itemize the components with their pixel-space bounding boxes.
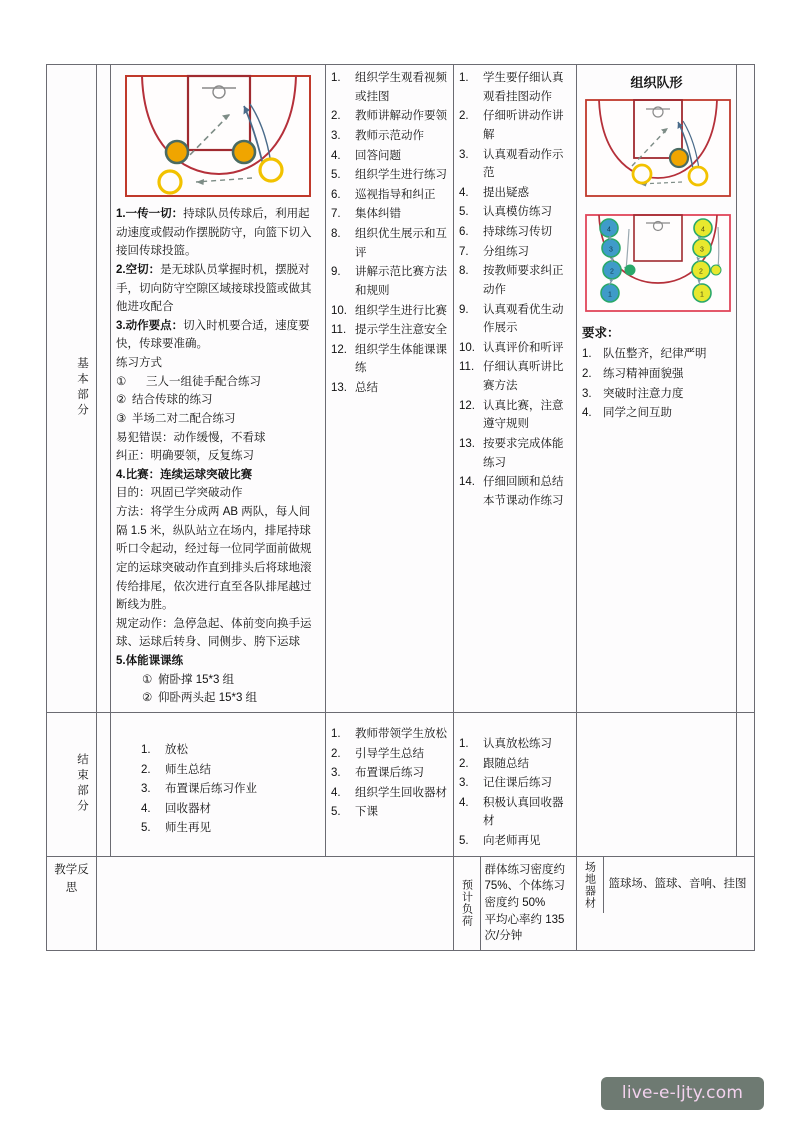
list-item: 提示学生注意安全 [355,324,447,337]
equipment-label: 场地器材 [577,857,603,913]
list-item: 分组练习 [483,245,529,258]
list-item: 队伍整齐，纪律严明 [603,348,707,361]
fitness-item-1: 俯卧撑 15*3 组 [158,673,235,686]
list-item: 认真评价和听评 [483,341,564,354]
list-item: 仔细听讲动作讲解 [483,110,564,141]
load-value-line2: 平均心率约 135 次/分钟 [484,913,565,943]
list-item: 回收器材 [165,802,211,815]
reflection-label: 教学反思 [47,856,97,950]
basketball-court-svg-1 [120,70,316,202]
list-item: 认真观看优生动作展示 [483,303,564,335]
heading-3: 3.动作要点： [116,319,184,332]
list-item: 认真比赛，注意遵守规则 [483,399,564,431]
list-item: 引导学生总结 [355,747,424,760]
list-item: 按教师要求纠正动作 [483,265,564,296]
svg-text:2: 2 [610,268,614,276]
para-3: 切入时机要合适，速度要快，传球要准确。 [116,319,310,351]
reflection-value-cell[interactable] [97,856,454,950]
list-item: 认真观看动作示范 [483,148,564,180]
list-item: 组织学生进行比赛 [355,304,447,317]
list-item: 仔细回顾和总结本节课动作练习 [483,476,564,507]
list-item: 学生要仔细认真观看挂图动作 [483,72,564,103]
practice-mark-1: ① [116,375,127,388]
list-item: 组织学生进行练习 [355,169,447,182]
practice-mark-2: ② [116,394,127,407]
student-activity-list [459,69,571,510]
list-item: 回答问题 [355,149,401,162]
teacher-activity-list [331,69,448,398]
closing-student-activities-cell [454,712,577,856]
match-moves: 规定动作：急停急起、体前变向换手运球、运球后转身、同侧步、胯下运球 [116,617,312,649]
load-and-equipment-cell [454,856,577,950]
requirements-list [582,345,731,423]
list-item: 认真放松练习 [483,737,552,750]
load-value [480,857,576,950]
list-item: 认真模仿练习 [483,206,552,219]
practice-item-3: 半场二对二配合练习 [132,412,236,425]
heading-4: 4.比赛：连续运球突破比赛 [116,468,253,481]
heading-2: 2.空切： [116,263,161,276]
watermark: live-e-ljty.com [601,1077,764,1110]
list-item: 放松 [165,743,188,756]
heading-5: 5.体能课课练 [116,655,184,667]
court-diagram-2 [582,96,731,208]
list-item: 下课 [355,806,378,819]
error-line: 易犯错误：动作缓慢，不看球 [116,431,266,444]
match-purpose: 目的：巩固已学突破动作 [116,487,243,500]
table-row-main-part [47,65,755,713]
practice-label: 练习方式 [116,357,162,369]
load-value-line1: 群体练习密度约 75%、个体练习密度约 50% [484,863,566,909]
closing-teacher-activities-cell [326,712,454,856]
closing-content-list [141,741,320,838]
list-item: 向老师再见 [483,835,541,847]
list-item: 师生再见 [165,822,211,835]
para-1: 持球队员传球后，利用起动速度或假动作摆脱防守，向篮下切入接回传球投篮。 [116,208,312,258]
list-item: 总结 [355,382,378,394]
list-item: 持球练习传切 [483,226,552,238]
list-item: 跟随总结 [483,757,529,770]
right-margin-cell-main [737,65,755,713]
list-item: 教师讲解动作要领 [355,110,447,123]
practice-item-1: 三人一组徒手配合练习 [146,375,261,388]
spacer-cell-closing [97,712,111,856]
practice-item-2: 结合传球的练习 [132,394,213,407]
svg-text:1: 1 [608,291,612,299]
list-item: 组织优生展示和互评 [355,228,447,259]
svg-text:4: 4 [701,226,705,234]
basketball-court-svg-3 [582,211,734,317]
svg-text:1: 1 [700,291,704,299]
closing-content-cell [111,712,326,856]
list-item: 布置课后练习作业 [165,783,257,796]
closing-organization-cell [577,712,737,856]
list-item: 组织学生回收器材 [355,786,447,799]
list-item: 组织学生体能课课练 [355,343,447,375]
fitness-item-2: 仰卧两头起 15*3 组 [158,692,258,705]
para-2: 是无球队员掌握时机，摆脱对手，切向防守空隙区域接球投篮或做其他进攻配合 [116,263,312,314]
table-row-reflection [47,856,755,950]
list-item: 同学之间互助 [603,407,672,420]
list-item: 练习精神面貌强 [603,367,684,380]
court-diagram-1 [116,70,320,202]
svg-text:4: 4 [607,226,611,234]
table-row-closing-part [47,712,755,856]
list-item: 师生总结 [165,763,211,776]
heading-1: 1.一传一切： [116,208,184,220]
list-item: 积极认真回收器材 [483,796,564,828]
court-diagram-3 [582,211,731,317]
fix-line: 纠正：明确要领，反复练习 [116,450,254,463]
list-item: 教师带领学生放松 [355,727,447,740]
list-item: 布置课后练习 [355,767,424,780]
closing-teacher-list [331,725,448,822]
closing-student-list [459,735,571,851]
svg-text:3: 3 [700,246,704,254]
equipment-cell [577,856,755,950]
list-item: 巡视指导和纠正 [355,188,436,201]
main-content-text [116,205,320,708]
list-item: 仔细认真听讲比赛方法 [483,361,564,392]
list-item: 按要求完成体能练习 [483,437,564,469]
basketball-court-svg-2 [582,96,734,208]
list-item: 集体纠错 [355,208,401,221]
lesson-plan-table [46,64,755,951]
organization-title: 组织队形 [630,75,683,90]
match-method: 方法：将学生分成两 AB 两队，每人间隔 1.5 米，纵队站立在场内，排尾持球听口令起动，经过每一位同学面前做规定的运球突破动作直到排头后将球地滚传给排尾，依次进行直至各队排尾越过断线为胜。 [116,506,312,612]
svg-text:3: 3 [609,246,613,254]
equipment-value: 篮球场、篮球、音响、挂图 [603,857,754,913]
stage-label-closing: 结束部分 [47,712,97,856]
main-teacher-activities-cell [326,65,454,713]
list-item: 记住课后练习 [483,777,552,790]
main-student-activities-cell [454,65,577,713]
spacer-cell-main [97,65,111,713]
main-content-cell [111,65,326,713]
stage-label-main: 基本部分 [47,65,97,713]
list-item: 突破时注意力度 [603,387,684,400]
list-item: 组织学生观看视频或挂图 [355,72,447,103]
practice-mark-3: ③ [116,412,127,425]
list-item: 提出疑惑 [483,186,529,199]
fitness-mark-2: ② [142,692,153,705]
list-item: 教师示范动作 [355,129,424,142]
main-organization-cell [577,65,737,713]
list-item: 讲解示范比赛方法和规则 [355,266,447,297]
fitness-mark-1: ① [142,673,153,686]
right-margin-cell-closing [737,712,755,856]
svg-text:2: 2 [699,268,703,276]
load-label: 预计负荷 [454,857,480,950]
requirements-title: 要求： [582,326,620,341]
